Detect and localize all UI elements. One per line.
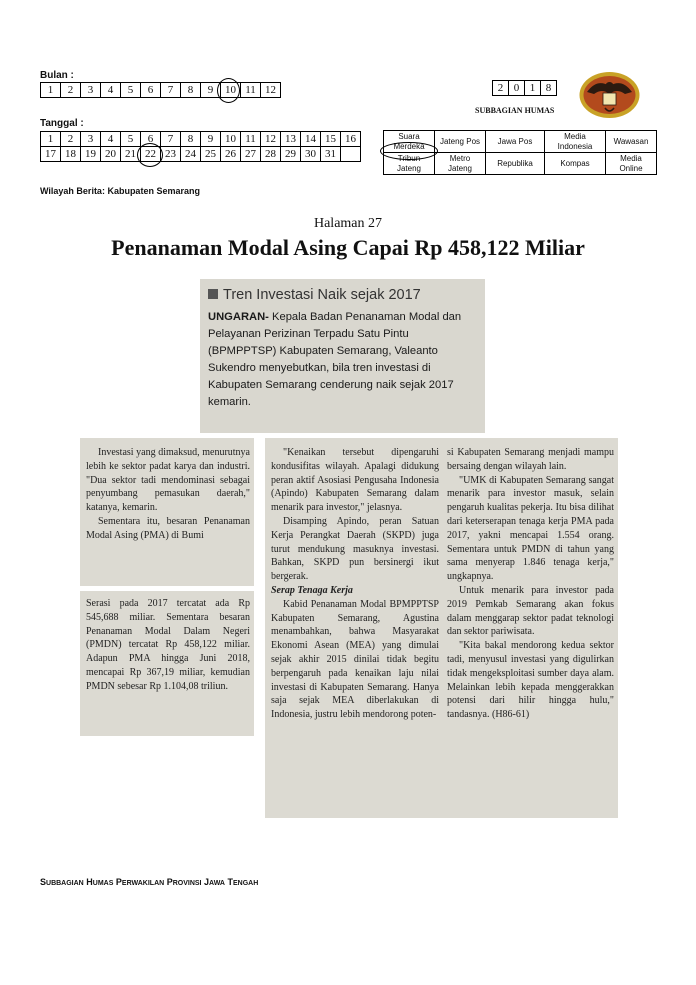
header.tanggal_row1-cell: 7: [161, 132, 181, 147]
header.year_digits-cell: 0: [509, 81, 525, 96]
header.tanggal_row2-cell: 26: [221, 147, 241, 162]
header.tanggal_row2-cell: 21: [121, 147, 141, 162]
paragraph: Sementara itu, besaran Penanaman Modal Asing (PMA) di Bumi: [86, 515, 250, 541]
header.tanggal_row2-cell: 23: [161, 147, 181, 162]
header.tanggal_row1-cell: 15: [321, 132, 341, 147]
header.bulan_values-cell: 12: [261, 83, 281, 98]
bulan-label: Bulan :: [40, 70, 74, 81]
header.year_digits-cell: 8: [541, 81, 557, 96]
header.bulan_values-cell: 11: [241, 83, 261, 98]
garuda-emblem-icon: [577, 68, 642, 120]
paragraph: "Kita bakal mendorong kedua sektor tadi, menyusul investasi yang digulirkan tidak mengeksploitasi sumber daya alam. Melainkan lebih kepada menggerakkan potensi dari hilir hingga hulu," tandasnya. (H86-61): [447, 640, 614, 721]
header.tanggal_row1-cell: 6: [141, 132, 161, 147]
subheading: Serap Tenaga Kerja: [271, 584, 353, 596]
header.bulan_values-cell: 5: [121, 83, 141, 98]
header.tanggal_row2-cell: 24: [181, 147, 201, 162]
header.tanggal_row2-cell: 20: [101, 147, 121, 162]
paragraph: si Kabupaten Semarang menjadi mampu bersaing dengan wilayah lain.: [447, 447, 614, 472]
media-cell: Media Indonesia: [545, 131, 606, 153]
header.tanggal_row1-cell: 8: [181, 132, 201, 147]
footer: SUBBAGIAN HUMAS PERWAKILAN PROVINSI JAWA TENGAH: [40, 877, 259, 887]
header.tanggal_row2-cell: 19: [81, 147, 101, 162]
year-grid: [492, 80, 557, 96]
page-number: Halaman 27: [313, 216, 383, 231]
paragraph: "UMK di Kabupaten Semarang sangat menarik para investor masuk, selain pengaruh kualitas pekerja. Itu bisa dilihat dari keterserapan tenaga kerja PMA pada 2017, yakni mencapai 1.554 orang. Sementara untuk PMDN di tahun yang sama menyerap 1.846 tenaga kerja," ungkapnya.: [447, 474, 614, 583]
header.year_digits-cell: 1: [525, 81, 541, 96]
media-cell: Media Online: [606, 153, 657, 175]
header.tanggal_row2-cell: 25: [201, 147, 221, 162]
header.tanggal_row1-cell: 12: [261, 132, 281, 147]
header.tanggal_row2-cell: 27: [241, 147, 261, 162]
wilayah-berita: Wilayah Berita: Kabupaten Semarang: [40, 186, 200, 196]
header.tanggal_row2-cell: 29: [281, 147, 301, 162]
media-cell: Suara Merdeka: [384, 131, 435, 153]
header.bulan_values-cell: 7: [161, 83, 181, 98]
header.tanggal_row2-cell: 22: [141, 147, 161, 162]
header.bulan_values-cell: 8: [181, 83, 201, 98]
header.tanggal_row1-cell: 5: [121, 132, 141, 147]
paragraph: Investasi yang dimaksud, menurutnya lebih ke sektor padat karya dan industri. "Dua sektor tadi mendominasi sebagai penyumbang pemasukan daerah," katanya, kemarin.: [86, 447, 250, 514]
media-cell: Metro Jateng: [435, 153, 486, 175]
header.bulan_values-cell: 2: [61, 83, 81, 98]
media-cell: Jawa Pos: [486, 131, 545, 153]
header.tanggal_row1-cell: 2: [61, 132, 81, 147]
header.tanggal_row1-cell: 9: [201, 132, 221, 147]
header.tanggal_row1-cell: 13: [281, 132, 301, 147]
column-1b: [80, 591, 254, 736]
media-cell: Kompas: [545, 153, 606, 175]
column-3: [443, 438, 618, 818]
tanggal-label: Tanggal :: [40, 118, 84, 129]
media-cell: Jateng Pos: [435, 131, 486, 153]
kicker: [208, 287, 477, 303]
paragraph: Kabid Penanaman Modal BPMPPTSP Kabupaten Semarang, Agustina menambahkan, bahwa Masyarakat Ekonomi Asean (MEA) yang dimulai sejak akhir 2015 dinilai tidak begitu berpengaruh pada kenaikan laju nilai investasi di Kabupaten Semarang. Hanya saja sejak MEA diberlakukan di Indonesia, justru lebih mendorong poten-: [271, 598, 439, 721]
paragraph: Untuk menarik para investor pada 2019 Pemkab Semarang akan fokus dalam menggarap sektor padat teknologi dan sektor pariwisata.: [447, 584, 614, 638]
kicker-text: Tren Investasi Naik sejak 2017: [223, 287, 421, 303]
subbagian-humas-label: SUBBAGIAN HUMAS: [475, 106, 555, 115]
tanggal-grid: [40, 131, 361, 162]
article-headline: Penanaman Modal Asing Capai Rp 458,122 Miliar: [111, 235, 585, 260]
header.bulan_values-cell: 6: [141, 83, 161, 98]
header.tanggal_row1-cell: 1: [41, 132, 61, 147]
header.bulan_values-cell: 3: [81, 83, 101, 98]
header.bulan_values-cell: 1: [41, 83, 61, 98]
column-2: [265, 438, 443, 818]
column-1a: [80, 438, 254, 586]
header.tanggal_row2-cell: 28: [261, 147, 281, 162]
media-cell: Republika: [486, 153, 545, 175]
header.year_digits-cell: 2: [493, 81, 509, 96]
header.tanggal_row1-cell: 10: [221, 132, 241, 147]
header.tanggal_row1-cell: 11: [241, 132, 261, 147]
header.tanggal_row2-cell: 31: [321, 147, 341, 162]
paragraph: Disamping Apindo, peran Satuan Kerja Perangkat Daerah (SKPD) juga turut mendukung masuknya investasi. Bahkan, SKPD pun bersinergi ikut bergerak.: [271, 515, 439, 583]
header.tanggal_row2-cell: [341, 147, 361, 162]
header.tanggal_row2-cell: 18: [61, 147, 81, 162]
header.bulan_values-cell: 9: [201, 83, 221, 98]
header.tanggal_row2-cell: 30: [301, 147, 321, 162]
lead-box: [200, 279, 485, 433]
lead-text: [208, 309, 477, 411]
header.tanggal_row1-cell: 3: [81, 132, 101, 147]
bullet-square-icon: [208, 289, 218, 299]
header.tanggal_row1-cell: 16: [341, 132, 361, 147]
dateline: UNGARAN-: [208, 311, 269, 323]
bulan-grid: [40, 82, 281, 98]
header.bulan_values-cell: 4: [101, 83, 121, 98]
header.bulan_values-cell: 10: [221, 83, 241, 98]
media-cell: Wawasan: [606, 131, 657, 153]
header.tanggal_row1-cell: 4: [101, 132, 121, 147]
media-grid: [383, 130, 657, 175]
header.tanggal_row2-cell: 17: [41, 147, 61, 162]
media-cell: Tribun Jateng: [384, 153, 435, 175]
paragraph: Serasi pada 2017 tercatat ada Rp 545,688 miliar. Sementara besaran Penanaman Modal Dalam Negeri (PMDN) tercatat Rp 458,122 miliar. Adapun PMA hingga Juni 2018, mencapai Rp 367,19 miliar, kemudian PMDN sebesar Rp 1.104,08 triliun.: [86, 598, 250, 692]
paragraph: "Kenaikan tersebut dipengaruhi kondusifitas wilayah. Apalagi didukung peran aktif Asosiasi Pengusaha Indonesia (Apindo) Kabupaten Semarang dalam menarik para investor," jelasnya.: [271, 447, 439, 514]
header.tanggal_row1-cell: 14: [301, 132, 321, 147]
lead-body: Kepala Badan Penanaman Modal dan Pelayanan Perizinan Terpadu Satu Pintu (BPMPPTSP) Kabupaten Semarang, Valeanto Sukendro menyebutkan, bila tren investasi di Kabupaten Semarang cenderung naik sejak 2017 kemarin.: [208, 311, 462, 408]
